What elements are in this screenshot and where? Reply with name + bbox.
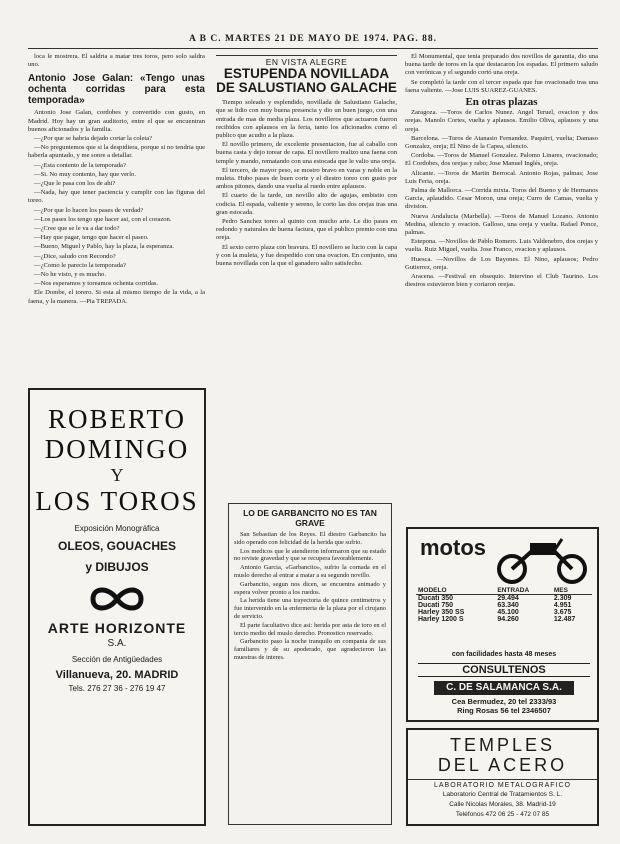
intro-text: loca le mostrera. El saldria a matar tres toros, pero solo saldra uno. (28, 53, 205, 69)
paragraph: —No preguntemos que si la despidiera, porque si no tendria que haberla apuntado, y me sonre a detallar. (28, 144, 205, 160)
paragraph: El tercero, de mayor peso, se mostro bravo en varas y noble en la muleta. Hubo pases de buen corte y el diestro toreo con gusto por ambos pitones, dando una vuelta al ruedo entre aplausos. (216, 166, 397, 191)
table-row (416, 602, 592, 609)
galan-headline: Antonio Jose Galan: «Tengo unas ochenta corridas para esta temporada» (28, 73, 205, 107)
ad-financing: con facilidades hasta 48 meses (451, 651, 557, 658)
chronicle-end-text (405, 53, 598, 95)
table-cell: 12.487 (553, 616, 576, 623)
article-kicker: EN VISTA ALEGRE (265, 57, 348, 67)
table-header-cell: MODELO (416, 587, 495, 595)
ad-artist-last-name: DOMINGO (44, 434, 190, 464)
paragraph: Pedro Sanchez toreo al quinto con mucho arte. Le dio pases en redondo y naturales de buena factura, que el publico premio con una oreja. (216, 218, 397, 242)
paragraph: —¿Esta contento de la temporada? (34, 161, 126, 169)
novillada-article-body (216, 99, 397, 268)
ad-motos-address (414, 697, 594, 715)
ad-temples-line1: TEMPLES (449, 735, 556, 755)
paragraph: —¿Cree que se le va a dar todo? (34, 225, 120, 233)
paragraph: —¿Que le pasa con los de ahi? (34, 180, 116, 188)
ad-subject: LOS TOROS (35, 486, 199, 516)
ad-roberto-domingo (28, 388, 206, 826)
ad-temples-line2: DEL ACERO (437, 755, 568, 775)
table-header-cell: ENTRADA (495, 587, 551, 595)
list-item: Aracena. —Festival en obsequio. Intervino el Club Taurino. Los diestros estuvieron bien y cortaron orejas. (405, 273, 598, 289)
ad-artist-first-name: ROBERTO (48, 404, 186, 434)
table-body (416, 595, 592, 624)
ad-exhibition: Exposición Monográfica (74, 524, 160, 533)
paragraph: El novillo primero, de excelente presentacion, fue al caballo con buena casta y dejo torear de capa. El novillero realizo una faena con temple y mando, rematando con una estocada que le valio una oreja. (216, 141, 397, 165)
section-heading: En otras plazas (465, 96, 538, 109)
address-line-1: Cea Bermudez, 20 tel 2333/93 (451, 697, 557, 706)
table-row (416, 609, 592, 616)
ad-temples-phone: Teléfonos 472 06 25 - 472 07 85 (455, 811, 550, 818)
paragraph: —Nos esperamos y toreamos ochenta corridas. (34, 280, 159, 288)
ad-conjunction: Y (110, 465, 124, 485)
ad-media: OLEOS, GOUACHES (57, 539, 176, 553)
paragraph: El Monumental, que tenia preparado dos novillos de garantia, dio una buena tarde de toros en la que destacaron los espadas. El primero saludo con verónicas y el segundo cortó una oreja. (405, 53, 598, 77)
paragraph: —¿Como le parecio la temporada? (34, 261, 126, 269)
paragraph: Garbancito, segun nos dicen, se encuentra animado y espera volver pronto a los ruedos. (234, 580, 386, 596)
garbancito-box (228, 503, 392, 825)
list-item: Cordoba. —Toros de Manuel Gonzalez. Palomo Linares, ovacionado; El Cordobes, dos orejas y rabo; Jose Manuel Inglés, oreja. (405, 152, 598, 168)
ad-motos (406, 527, 599, 722)
paragraph: El cuarto de la tarde, un novillo alto de agujas, embistio con codicia. El espada, valiente y sereno, le corto las dos orejas tras una gran estocada. (216, 192, 397, 216)
garbancito-headline: LO DE GARBANCITO NO ES TAN GRAVE (243, 508, 377, 528)
table-cell: Harley 1200 S (418, 616, 464, 623)
ad-section: Sección de Antigüedades (71, 655, 163, 664)
list-item: Huesca. —Novillos de Los Bayones. El Nino, aplausos; Pedro Gutierrez, oreja. (405, 255, 598, 271)
paragraph: La herida tiene una trayectoria de quince centimetros y fue intervenido en la enfermeria de la plaza por el cirujano de servicio. (234, 597, 386, 620)
table-cell: 63.340 (497, 602, 519, 609)
paragraph: Antonio Jose Galan, cordobes y convertido con gusto, en Madrid. Hoy hay un gran auditorio, entre el que se encuentran buenos aficionados y la familia. (28, 109, 205, 133)
table-cell: Harley 350 SS (418, 609, 465, 616)
table-header-cell: MES (552, 587, 592, 595)
paragraph: —¿Dice, saludo con Recondo? (34, 252, 116, 260)
paragraph: —No he visto, y es mucho. (34, 271, 106, 279)
table-cell: 3.675 (553, 609, 572, 616)
table-row (416, 616, 592, 623)
ad-address: Villanueva, 20. MADRID (55, 669, 179, 681)
paragraph: —Hay que pagar, tengo que hacer el paseo. (34, 234, 149, 242)
ad-temples-desc: Laboratorio Central de Tratamientos S. L. (442, 791, 563, 798)
paragraph: Tiempo soleado y esplendido, novillada de Salustiano Galache, que se lidio con muy buena presencia y dio un buen juego, con una entrada de mas de media plaza. Los novilleros que actuaron fueron recibidos con aplausos en la feria, tanto los aficionados como el publico que acudio a la plaza. (216, 99, 397, 140)
table-cell: 29.494 (497, 595, 519, 602)
paragraph: —Los pases los tengo que hacer asi, con el corazon. (34, 215, 172, 223)
table-row (416, 595, 592, 603)
table-cell: 4.951 (553, 602, 572, 609)
table-cell: Ducati 350 (418, 595, 454, 602)
paragraph: Ele Dombe, el torero. Si esta al mismo tiempo de la vida, a la faena, y la manera. —Pia TREPADA. (28, 289, 205, 305)
paragraph: Los medicos que le atendieron informaron que su estado no reviste gravedad y que se recupera favorablemente. (234, 547, 386, 563)
paragraph: El parte facultativo dice asi: herida por asta de toro en el tercio medio del muslo derecho. Pronostico reservado. (234, 621, 386, 637)
paragraph: —Nada, hay que tener paciencia y cumplir con las figuras del toreo. (28, 189, 205, 205)
column-right (405, 53, 598, 515)
ad-drawings: y DIBUJOS (85, 560, 149, 574)
paragraph: —Si. No muy contento, hay que verlo. (34, 170, 137, 178)
list-item: Zaragoza. —Toros de Carlos Nunez. Angel Teruel, ovacion y dos orejas. Manolo Cortes, vuelta y aplausos. Emilio Oliva, aplausos y una oreja. (405, 109, 598, 133)
paragraph: San Sebastian de los Reyes. El diestro Garbancito ha sido operado con felicidad de la herida que sufrio. (234, 531, 386, 546)
column-left (28, 53, 205, 383)
list-item: Estepona. —Novillos de Pablo Romero. Luis Valdenebro, dos orejas y vuelta. Ruiz Miguel, vuelta. Jose Franco, ovacion y aplausos. (405, 238, 598, 254)
ad-temples-lab: LABORATORIO METALOGRAFICO (408, 779, 597, 789)
motorcycle-icon (492, 533, 592, 585)
ad-phone: Tels. 276 27 36 - 276 19 47 (68, 684, 166, 693)
rule (216, 55, 397, 56)
list-item: Palma de Mallorca. —Corrida mixta. Toros del Bueno y de Hermanos Garcia, aplaudido. Cesar Moron, una oreja; Curro de Camas, vuelta y division. (405, 187, 598, 211)
infinity-logo-icon (87, 585, 147, 613)
table-cell: 94.260 (497, 616, 519, 623)
ad-consult: CONSULTENOS (418, 663, 590, 677)
page-header: A B C. MARTES 21 DE MAYO DE 1974. PAG. 88. (28, 34, 598, 49)
paragraph: El sexto cerro plaza con bravura. El novillero se lucio con la capa y con la muleta, y fue despedido con una ovacion. En conjunto, una buena novillada con la que el ganadero salio satisfecho. (216, 243, 397, 268)
column-middle (216, 53, 397, 488)
novillada-headline: ESTUPENDA NOVILLADA DE SALUSTIANO GALACHE (216, 66, 397, 96)
ad-temples-address: Calle Nicolas Morales, 38. Madrid-19 (449, 801, 556, 808)
motos-price-table (416, 587, 592, 623)
list-item: Alicante. —Toros de Martin Berrocal. Antonio Rojas, palmas; Jose Luis Feria, oreja. (405, 169, 598, 185)
other-bullrings-list (405, 109, 598, 289)
table-cell: Ducati 750 (418, 602, 454, 609)
table-cell: 45.100 (497, 609, 519, 616)
ad-gallery-name: ARTE HORIZONTE (47, 620, 187, 636)
ad-dealer: C. DE SALAMANCA S.A. (434, 681, 574, 695)
list-item: Barcelona. —Toros de Atanasio Fernandez. Paquirri, vuelta; Damaso Gonzalez, oreja; El Nino de la Capea, silencio. (405, 134, 598, 151)
paragraph: —Bueno, Miguel y Pablo, hay la plaza, la esperanza. (34, 243, 174, 251)
paragraph: —¿Por que se habria dejado cortar la coleta? (34, 135, 153, 143)
paragraph: Antonio Garcia, «Garbancito», sufrio la cornada en el muslo derecho al entrar a matar a su segundo novillo. (234, 564, 386, 579)
list-item: Nueva Andalucia (Marbella). —Toros de Manuel Lozano. Antonio Medina, silencio y ovacion. Galloso, una oreja y vuelta. Rafael Ponce, palmas. (405, 212, 598, 237)
table-header-row (416, 587, 592, 595)
table-cell: 2.309 (553, 595, 572, 602)
ad-motos-title: motos (420, 535, 486, 560)
galan-article-body (28, 109, 205, 305)
paragraph: Se completó la tarde con el tercer espada que fue ovacionado tras una faena valiente. —Jose LUIS SUAREZ-GUANES. (405, 78, 598, 94)
paragraph: —¿Por que lo hacen los pases de verdad? (34, 206, 144, 214)
ad-gallery-suffix: S.A. (107, 638, 127, 649)
paragraph: Garbancito paso la noche tranquilo en compania de sus familiares y de su apoderado, que agradecieron las muestras de interes. (234, 638, 386, 661)
ad-temples-acero (406, 728, 599, 826)
address-line-2: Ring Rosas 56 tel 2346507 (457, 706, 551, 715)
garbancito-article-body (234, 531, 386, 662)
